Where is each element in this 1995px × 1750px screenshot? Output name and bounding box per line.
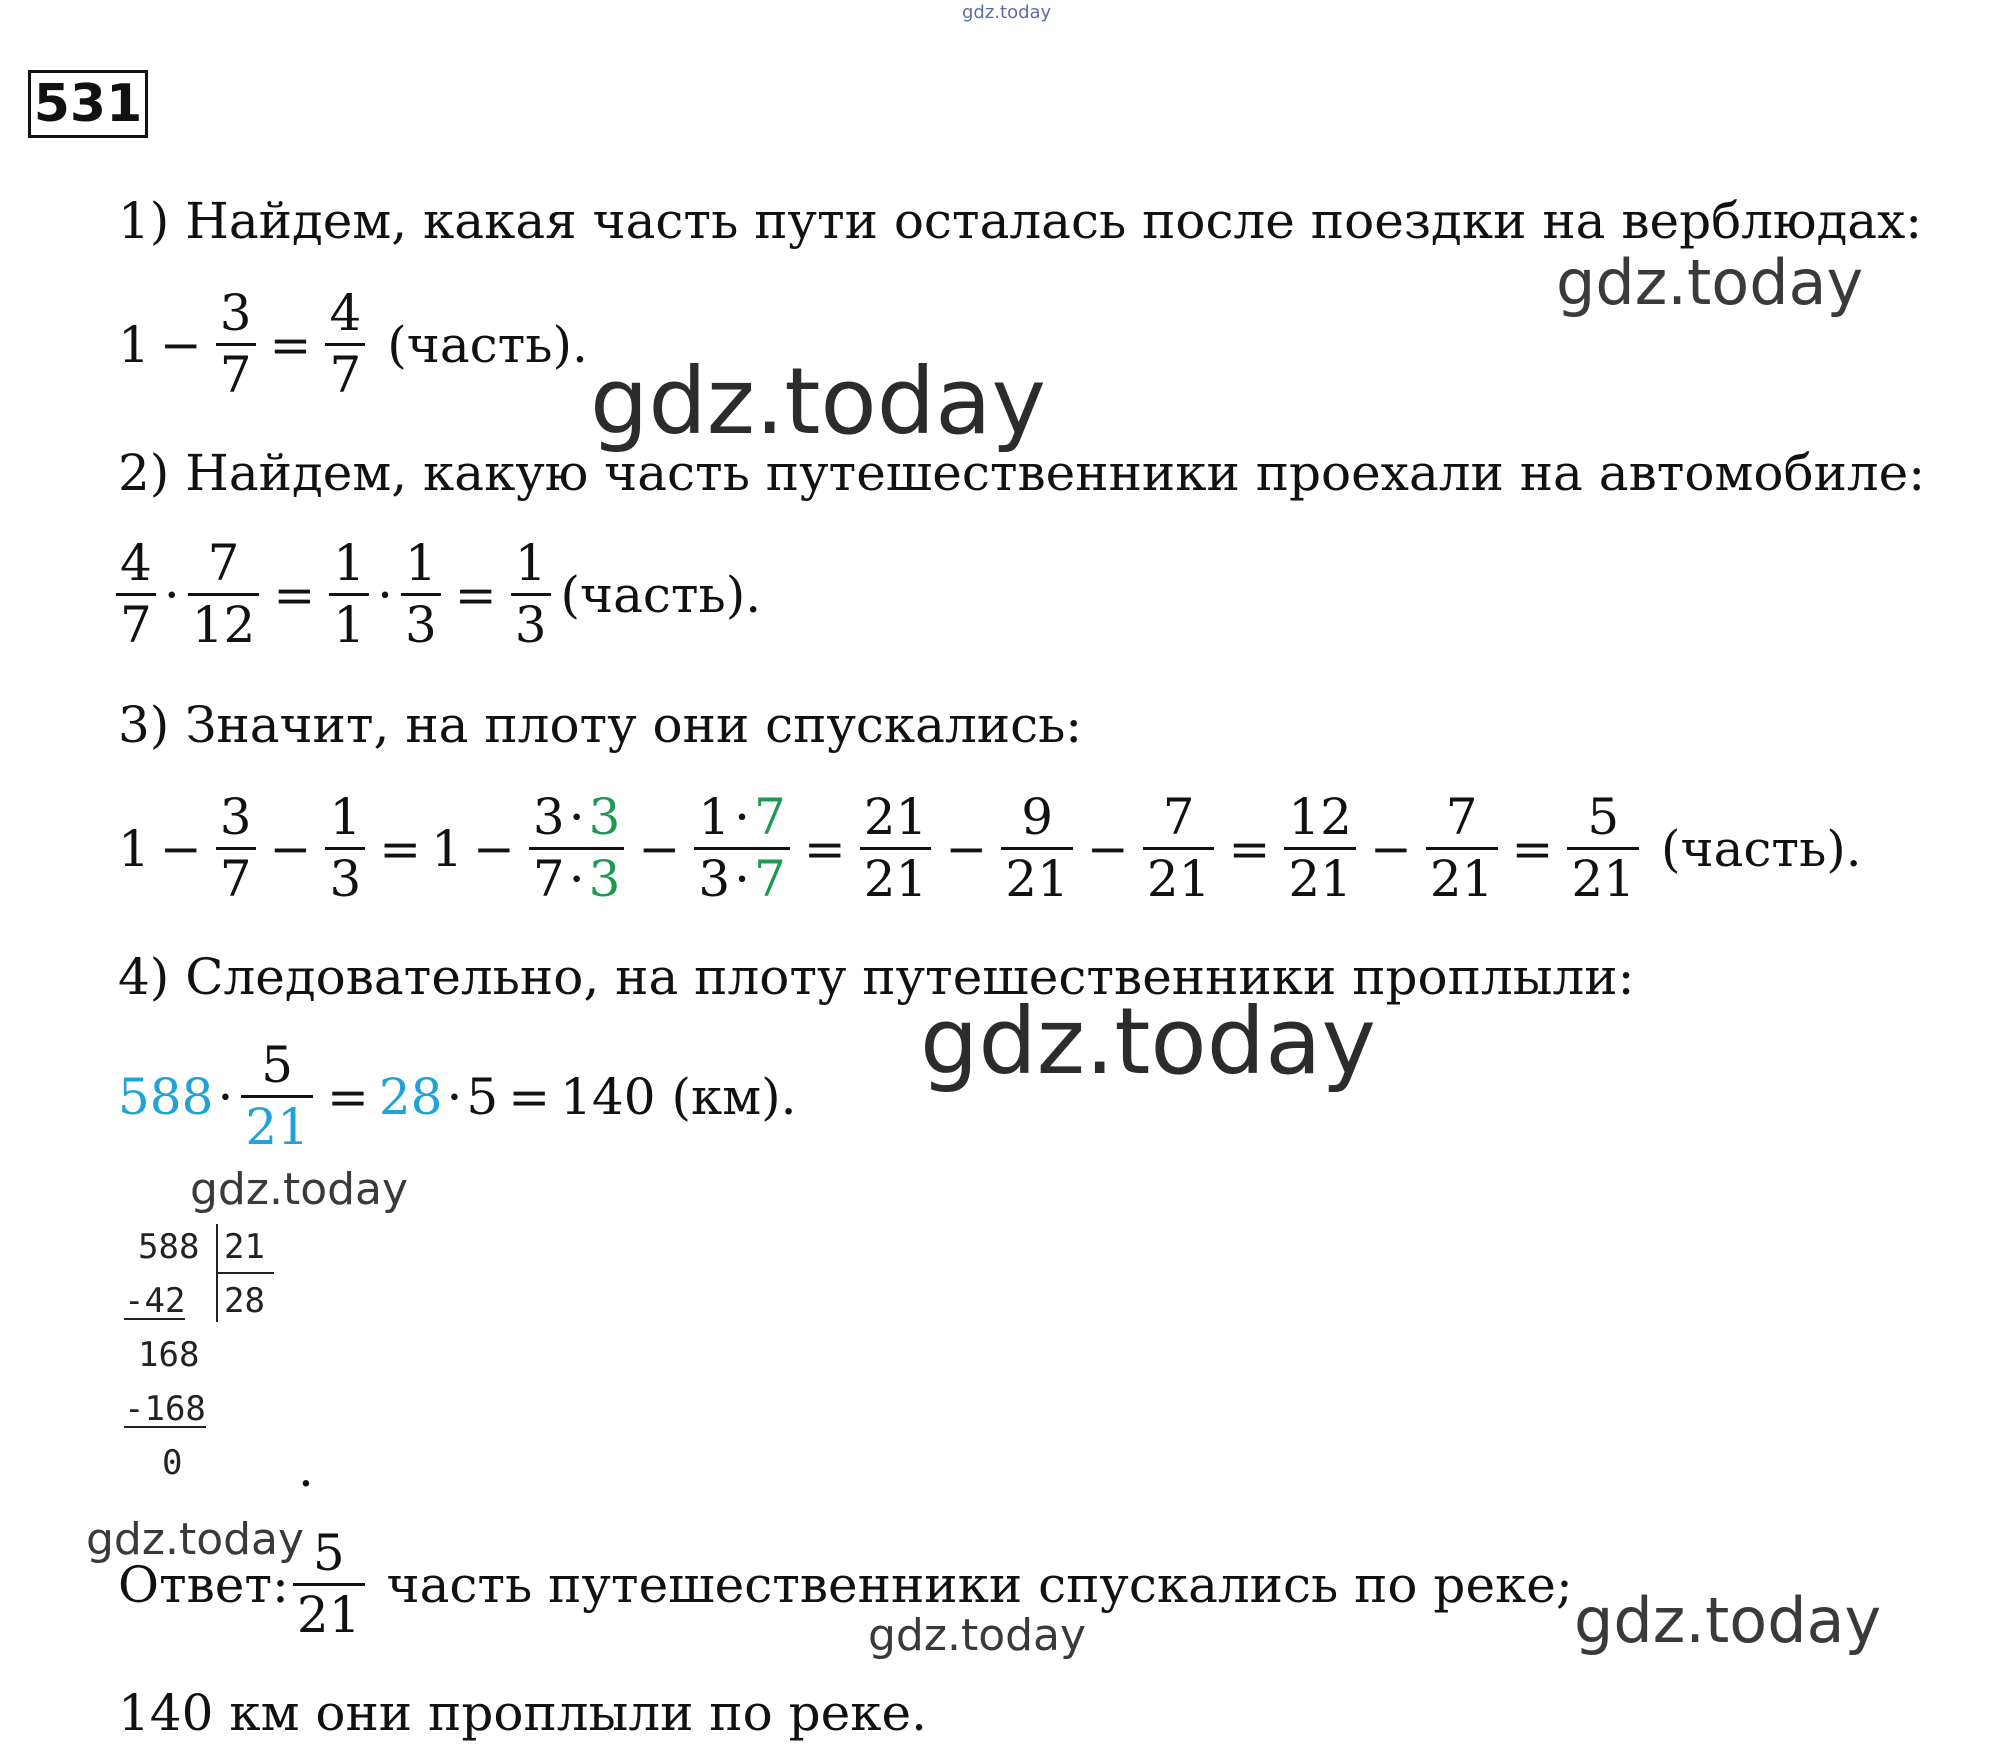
denominator	[694, 847, 790, 909]
dividend-value: 588	[118, 1067, 214, 1126]
division-period: .	[298, 1440, 314, 1498]
numerator: 21	[863, 788, 928, 846]
dot-sign: ·	[163, 565, 180, 624]
equals-sign: =	[273, 565, 316, 624]
watermark: gdz.today	[868, 1610, 1087, 1661]
denominator: 1	[329, 593, 369, 655]
denominator: 3	[511, 593, 551, 655]
minus-sign: −	[1369, 819, 1412, 878]
division-dividend: 588	[138, 1227, 200, 1267]
dot-sign: ·	[734, 788, 751, 846]
equals-sign: =	[326, 1067, 369, 1126]
division-divisor: 21	[224, 1227, 265, 1267]
denominator: 3	[401, 593, 441, 655]
dot-sign: ·	[568, 788, 585, 846]
step3-one: 1	[431, 819, 463, 878]
numerator: 4	[120, 534, 152, 592]
fraction	[325, 788, 365, 909]
multiplier: 3	[588, 788, 621, 846]
fraction	[188, 534, 260, 655]
numerator: 1	[329, 788, 362, 846]
denominator: 7	[216, 847, 256, 909]
result-value: 140 (км).	[560, 1067, 797, 1126]
equals-sign: =	[269, 315, 312, 374]
fraction	[694, 788, 790, 909]
minus-sign: −	[159, 315, 202, 374]
denominator-part: 7	[532, 850, 565, 908]
denominator: 21	[1567, 847, 1639, 909]
denominator: 21	[860, 847, 932, 909]
minus-sign: −	[945, 819, 988, 878]
step1-equation	[118, 284, 588, 405]
denominator: 7	[216, 343, 256, 405]
fraction	[1426, 788, 1498, 909]
step2-text: 2) Найдем, какую часть путешественники проехали на автомобиле:	[118, 444, 1926, 502]
fraction	[241, 1036, 313, 1157]
minus-sign: −	[638, 819, 681, 878]
step3-one: 1	[118, 819, 150, 878]
dot-sign: ·	[734, 850, 751, 908]
numerator: 1	[404, 534, 437, 592]
denominator: 21	[1001, 847, 1073, 909]
equals-sign: =	[1511, 819, 1554, 878]
step1-one: 1	[118, 315, 150, 374]
fraction	[116, 534, 156, 655]
numerator	[529, 788, 625, 847]
watermark: gdz.today	[190, 1164, 409, 1215]
denominator: 7	[325, 343, 365, 405]
denominator: 21	[1143, 847, 1215, 909]
step3-text: 3) Значит, на плоту они спускались:	[118, 696, 1083, 754]
equals-sign: =	[1228, 819, 1271, 878]
numerator: 4	[329, 284, 362, 342]
numerator-part: 3	[532, 788, 565, 846]
answer-text-2: 140 км они проплыли по реке.	[118, 1684, 927, 1742]
fraction	[325, 284, 365, 405]
fraction	[1143, 788, 1215, 909]
minus-sign: −	[472, 819, 515, 878]
denominator: 21	[293, 1583, 365, 1645]
watermark: gdz.today	[920, 988, 1376, 1095]
denominator: 21	[241, 1095, 313, 1157]
problem-number: 531	[28, 70, 148, 138]
long-division	[120, 1222, 290, 1482]
watermark-top: gdz.today	[962, 2, 1052, 23]
fraction	[529, 788, 625, 909]
numerator-part: 1	[698, 788, 731, 846]
quotient-value: 28	[378, 1067, 443, 1126]
step4-equation	[118, 1036, 797, 1157]
numerator: 1	[514, 534, 547, 592]
fraction	[1567, 788, 1639, 909]
fraction	[511, 534, 551, 655]
watermark: gdz.today	[1574, 1584, 1882, 1657]
denominator	[529, 847, 625, 909]
numerator: 7	[207, 534, 240, 592]
step3-equation	[118, 788, 1862, 909]
numerator	[694, 788, 790, 847]
multiplier: 3	[588, 850, 621, 908]
denominator: 12	[188, 593, 260, 655]
numerator: 5	[261, 1036, 294, 1094]
fraction	[1001, 788, 1073, 909]
unit-label: (часть).	[560, 565, 762, 624]
step2-equation	[112, 534, 761, 655]
unit-label: (часть).	[1661, 819, 1862, 878]
fraction	[216, 788, 256, 909]
denominator-part: 3	[698, 850, 731, 908]
factor-value: 5	[466, 1067, 499, 1126]
division-subtrahend: -168	[124, 1389, 206, 1429]
division-line	[218, 1272, 274, 1274]
dot-sign: ·	[217, 1067, 234, 1126]
answer-label: Ответ:	[118, 1555, 289, 1614]
minus-sign: −	[159, 819, 202, 878]
numerator: 3	[219, 284, 252, 342]
fraction	[860, 788, 932, 909]
numerator: 7	[1162, 788, 1195, 846]
denominator: 21	[1426, 847, 1498, 909]
denominator: 3	[325, 847, 365, 909]
dot-sign: ·	[568, 850, 585, 908]
minus-sign: −	[1086, 819, 1129, 878]
watermark: gdz.today	[590, 348, 1046, 455]
fraction	[1284, 788, 1356, 909]
step1-text: 1) Найдем, какая часть пути осталась после поездки на верблюдах:	[118, 192, 1923, 250]
fraction	[401, 534, 441, 655]
minus-sign: −	[269, 819, 312, 878]
division-subtrahend: -42	[124, 1281, 186, 1321]
watermark: gdz.today	[1556, 246, 1864, 319]
dot-sign: ·	[377, 565, 393, 624]
numerator: 9	[1021, 788, 1053, 846]
multiplier: 7	[754, 788, 786, 846]
fraction	[216, 284, 256, 405]
unit-label: (часть).	[387, 315, 588, 374]
dot-sign: ·	[446, 1067, 463, 1126]
numerator: 3	[219, 788, 252, 846]
equals-sign: =	[454, 565, 497, 624]
equals-sign: =	[508, 1067, 551, 1126]
numerator: 7	[1445, 788, 1478, 846]
fraction	[329, 534, 369, 655]
answer-line	[118, 1524, 1573, 1645]
multiplier: 7	[754, 850, 786, 908]
answer-text: часть путешественники спускались по реке;	[386, 1555, 1573, 1614]
watermark: gdz.today	[86, 1514, 305, 1565]
numerator: 12	[1288, 788, 1352, 846]
equals-sign: =	[379, 819, 422, 878]
denominator: 7	[116, 593, 156, 655]
step4-text: 4) Следовательно, на плоту путешественники проплыли:	[118, 948, 1635, 1006]
numerator: 1	[333, 534, 366, 592]
division-remainder: 168	[138, 1335, 200, 1375]
numerator: 5	[1587, 788, 1620, 846]
division-quotient: 28	[224, 1281, 265, 1321]
denominator: 21	[1284, 847, 1356, 909]
division-remainder: 0	[162, 1443, 183, 1483]
equals-sign: =	[803, 819, 846, 878]
numerator: 5	[312, 1524, 345, 1582]
